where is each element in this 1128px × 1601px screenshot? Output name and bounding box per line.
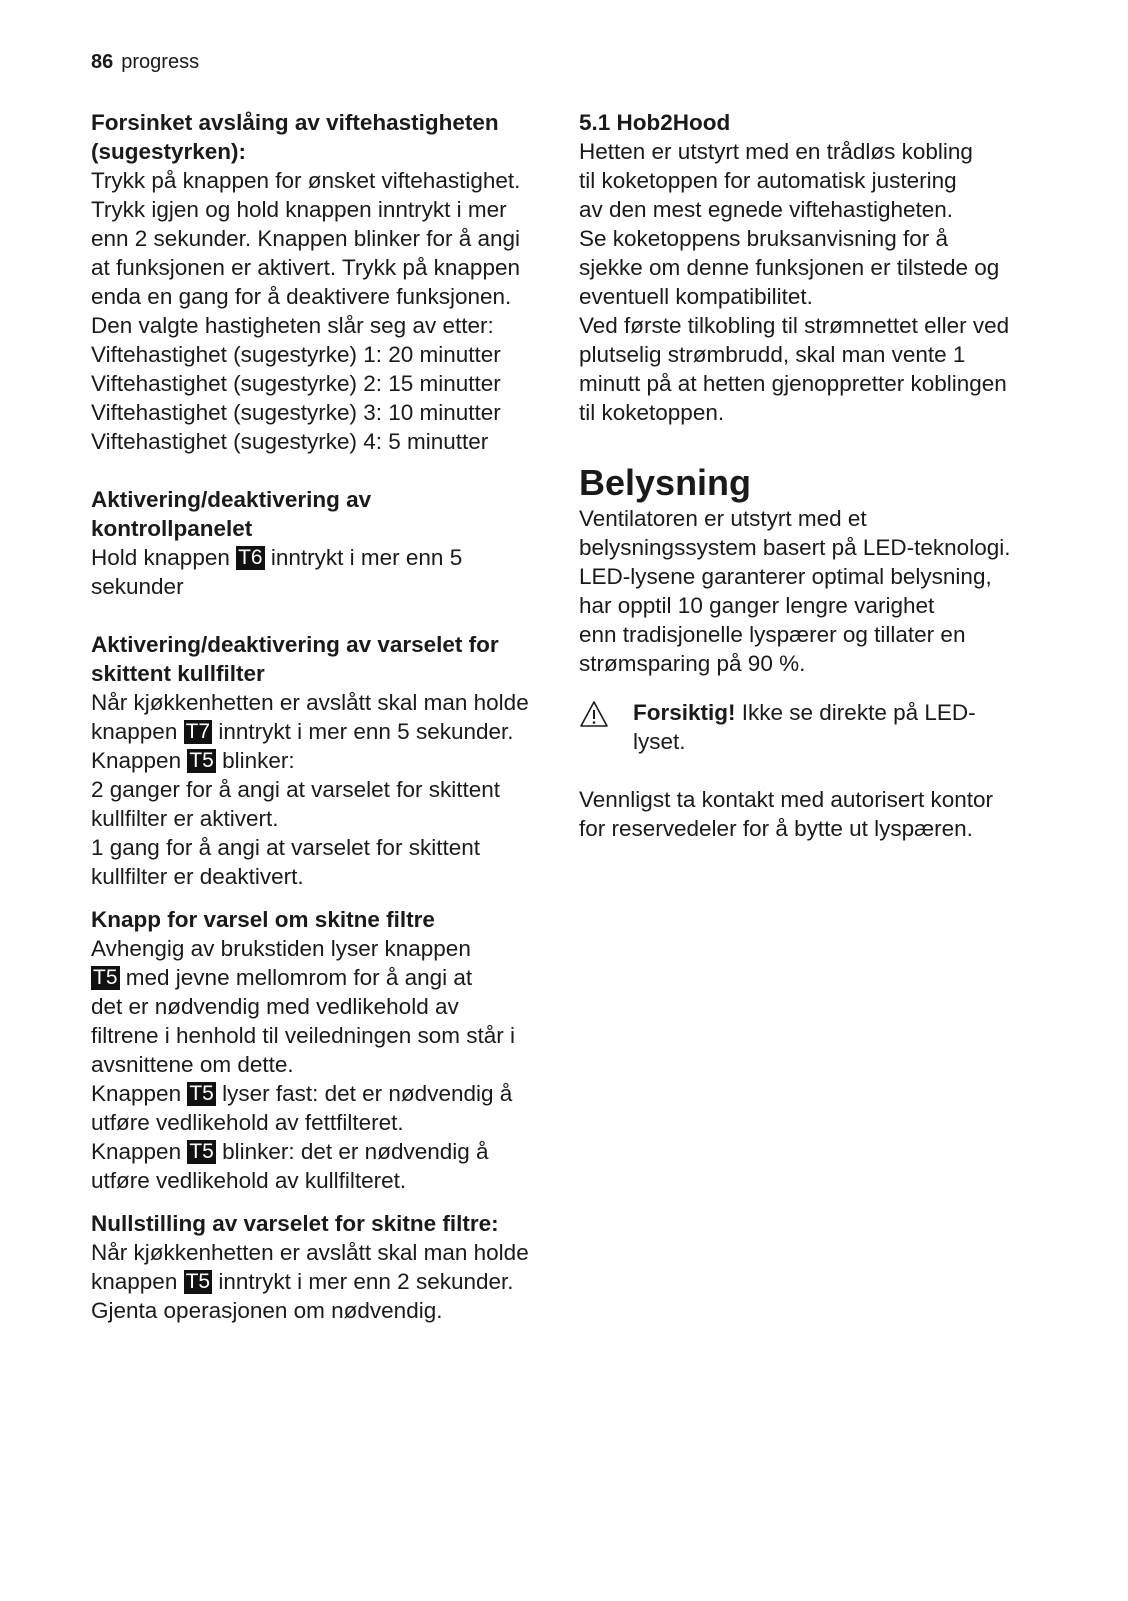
- section-dirty-filter-button: [91, 905, 557, 1195]
- section-heading: Aktivering/deaktivering av varselet for skittent kullfilter: [91, 632, 499, 686]
- section-delayed-fan-off: [91, 108, 557, 456]
- section-heading: Forsinket avslåing av viftehastigheten (sugestyrken):: [91, 110, 499, 164]
- section-body: Hold knappen T6 inntrykt i mer enn 5 sekunder: [91, 545, 463, 599]
- key-t5-icon: T5: [93, 966, 118, 989]
- section-reset-filter-alert: [91, 1209, 557, 1325]
- caution-note: Forsiktig! Ikke se direkte på LED- lyset.: [579, 698, 1049, 756]
- key-t6-icon: T6: [238, 546, 263, 569]
- key-t5-icon: T5: [189, 749, 214, 772]
- section-control-panel-lock: [91, 485, 557, 601]
- brand-name: progress: [121, 51, 200, 73]
- right-column: [579, 108, 1049, 843]
- key-t5-icon: T5: [189, 1140, 214, 1163]
- section-heading: Nullstilling av varselet for skitne filtre:: [91, 1211, 499, 1236]
- section-lighting: [579, 456, 1049, 678]
- section-heading: Knapp for varsel om skitne filtre: [91, 907, 435, 932]
- section-body: Vennligst ta kontakt med autorisert kontor for reservedeler for å bytte ut lyspæren.: [579, 787, 993, 841]
- key-t7-icon: T7: [185, 720, 211, 743]
- section-body: Avhengig av brukstiden lyser knappen T5 med jevne mellomrom for å angi at det er nødvendig med vedlikehold av filtrene i henhold til veiledningen som står i avsnittene om dette. Knappen T5 lyser fast: det er nødvendig å utføre vedlikehold av fettfilteret. Knappen T5 blinker: det er nødvendig å utføre vedlikehold av kullfilteret.: [91, 936, 515, 1193]
- section-spare-parts: [579, 785, 1049, 843]
- key-t5-icon: T5: [185, 1270, 211, 1293]
- key-t5-icon: T5: [189, 1082, 214, 1105]
- page-number: 86: [91, 51, 114, 73]
- section-body: Når kjøkkenhetten er avslått skal man holde knappen T5 inntrykt i mer enn 2 sekunder. Gjenta operasjonen om nødvendig.: [91, 1240, 529, 1323]
- section-hob2hood: [579, 108, 1049, 427]
- section-heading: Aktivering/deaktivering av kontrollpanelet: [91, 487, 372, 541]
- warning-triangle-icon: [579, 700, 609, 728]
- section-body: Når kjøkkenhetten er avslått skal man holde knappen T7 inntrykt i mer enn 5 sekunder. Knappen T5 blinker: 2 ganger for å angi at varselet for skittent kullfilter er aktivert. 1 gang for å angi at varselet for skittent kullfilter er deaktivert.: [91, 690, 529, 889]
- section-body: Trykk på knappen for ønsket viftehastighet. Trykk igjen og hold knappen inntrykt i mer enn 2 sekunder. Knappen blinker for å angi at funksjonen er aktivert. Trykk på knappen enda en gang for å deaktivere funksjonen. Den valgte hastigheten slår seg av etter: Viftehastighet (sugestyrke) 1: 20 minutter Viftehastighet (sugestyrke) 2: 15 minutter Viftehastighet (sugestyrke) 3: 10 minutter Viftehastighet (sugestyrke) 4: 5 minutter: [91, 168, 521, 454]
- caution-label: Forsiktig!: [633, 700, 736, 725]
- section-body: Ventilatoren er utstyrt med et belysningssystem basert på LED-teknologi. LED-lysene garanterer optimal belysning, har opptil 10 ganger lengre varighet enn tradisjonelle lyspærer og tillater en strømsparing på 90 %.: [579, 506, 1011, 676]
- section-charcoal-filter-alert: [91, 630, 557, 891]
- section-body: Hetten er utstyrt med en trådløs kobling til koketoppen for automatisk justering av den mest egnede viftehastigheten. Se koketoppens bruksanvisning for å sjekke om denne funksjonen er tilstede og eventuell kompatibilitet. Ved første tilkobling til strømnettet eller ved plutselig strømbrudd, skal man vente 1 minutt på at hetten gjenoppretter koblingen til koketoppen.: [579, 139, 1010, 425]
- section-heading: 5.1 Hob2Hood: [579, 110, 731, 135]
- page-header: [91, 49, 199, 75]
- left-column: [91, 108, 557, 1354]
- chapter-heading: Belysning: [579, 462, 752, 503]
